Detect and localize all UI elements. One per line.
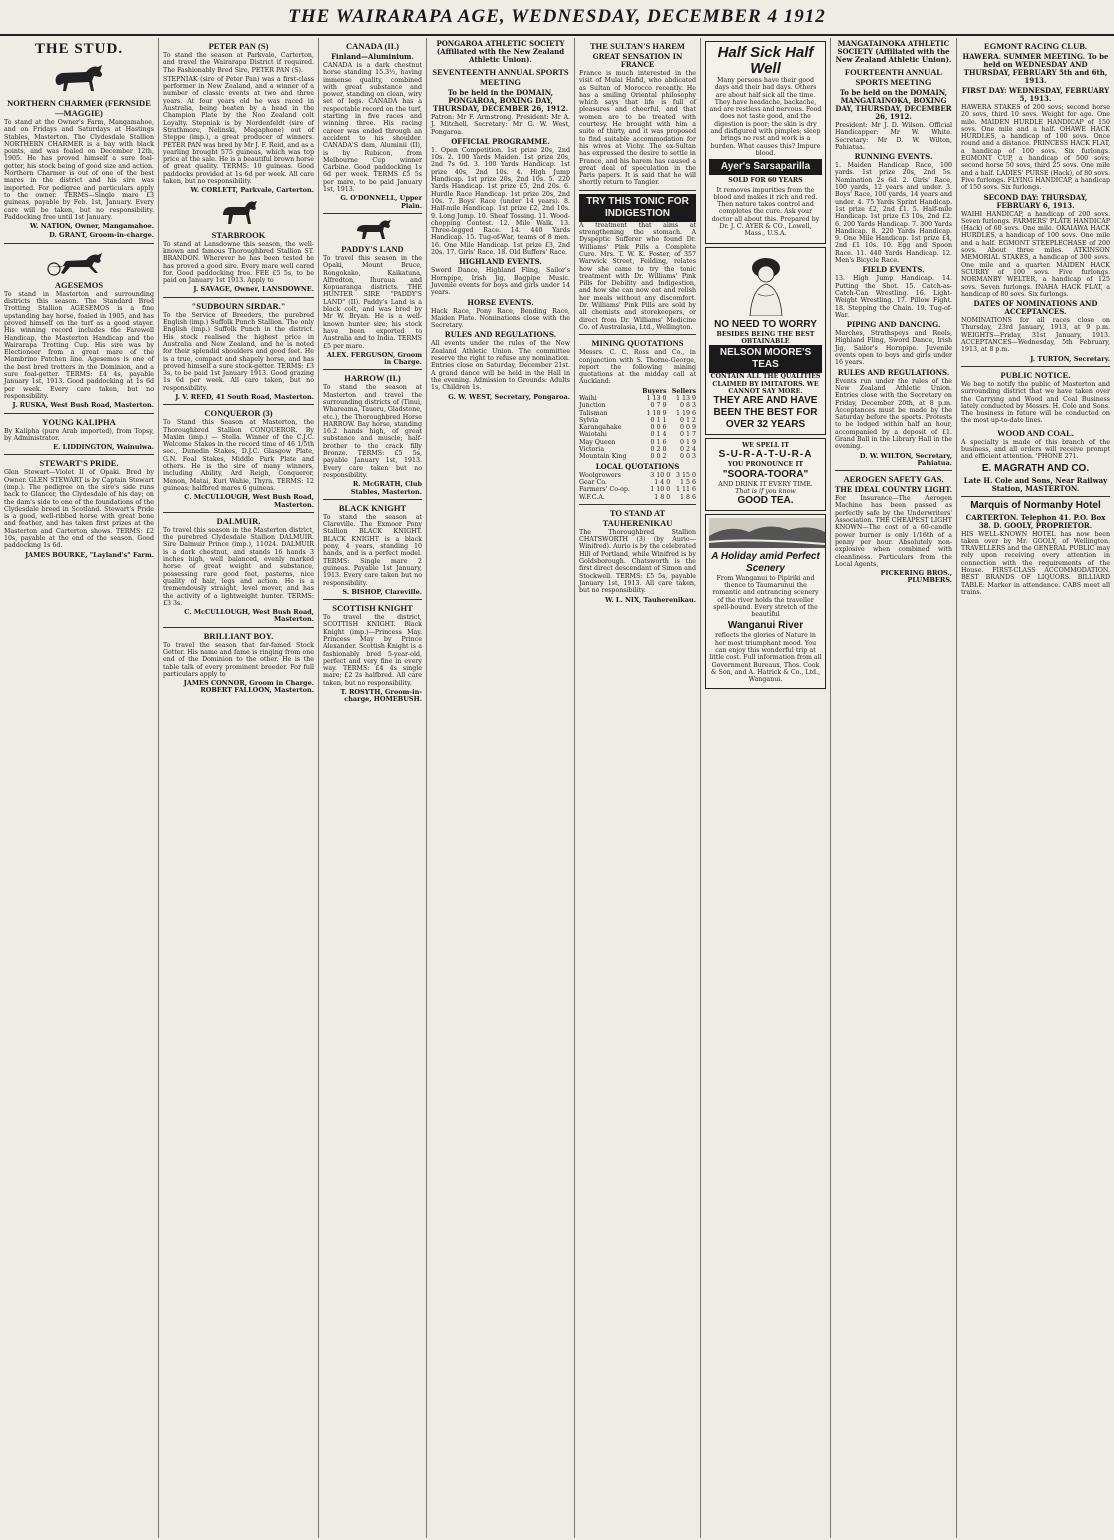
quotation-price: 0 1 1 bbox=[650, 416, 667, 424]
ad-sudbourn-sirdar-signature: J. V. REED, 41 South Road, Masterton. bbox=[175, 392, 314, 401]
ad-conqueror-title: CONQUEROR (3) bbox=[204, 408, 273, 419]
ad-harrow-title: HARROW (II.) bbox=[344, 373, 401, 384]
teas-line-1: BESIDES BEING THE BEST OBTAINABLE bbox=[716, 330, 815, 345]
quotation-price: 0 1 6 bbox=[650, 438, 667, 446]
quotation-row bbox=[579, 439, 696, 446]
mangatainoka-venue: To be held on the DOMAIN, MANGATAINOKA, BOXING DAY, THURSDAY, DECEMBER 26, 1912. bbox=[835, 88, 952, 121]
quotation-column-header: Buyers bbox=[642, 387, 667, 395]
egmont-dates-heading: DATES OF NOMINATIONS AND ACCEPTANCES. bbox=[973, 299, 1098, 317]
pongaroa-programme-heading: OFFICIAL PROGRAMME. bbox=[451, 136, 550, 146]
ad-stewarts-pride-body: Glen Stewart—Violet II of Opaki. Bred by Owner. GLEN STEWART is by Captain Stewart (imp.). The pedigree on the sire's side runs back to Glancer, the Clydesdale of his day; on the dam's side to one of the foundations of the Clydesdale breed in Scotland. Stewart's Pride is a good, well-ribbed horse with great bone and feather, and has taken first prizes at the Masterton and Carterton shows. TERMS: £2 10s, payable at the end of the season. Good paddocking 1s 6d. bbox=[4, 469, 154, 550]
suratura-line-2: YOU PRONOUNCE IT bbox=[727, 461, 804, 469]
mangatainoka-rules: Events run under the rules of the New Zealand Athletic Union. Entries close with the Secretary on Friday, December 20th, at 8 p.m. Acceptances must be made by the Saturday before the sports. Protests to be lodged within half an hour, accompanied by a deposit of £1. Grand Ball in the Library Hall in the evening. bbox=[835, 377, 952, 451]
horse-engraving bbox=[323, 217, 422, 241]
divider bbox=[323, 213, 422, 214]
quotation-price: 0 0 6 bbox=[650, 424, 667, 432]
normanby-hotel-body: HIS WELL-KNOWN HOTEL has now been taken over by Mr. GOOLY, of Wellington. TRAVELLERS and the GENERAL PUBLIC may rely upon receiving every attention in connection with the requirements of the House. FIRST-CLASS ACCOMMODATION. BEST BRANDS OF LIQUORS. BILLIARD TABLE: Marker in attendance. CABS meet all trains. bbox=[961, 530, 1110, 596]
ad-black-knight-body: To stand the season at Clareville. The Exmoor Pony Stallion BLACK KNIGHT. BLACK KNIGHT is a black pony, 4 years, standing 10 hands, and is a perfect model. TERMS: Single mare 2 guineas. Payable 1st January, 1913. Every care taken but no responsibility. bbox=[323, 513, 422, 587]
quotation-company: May Queen bbox=[579, 438, 616, 446]
divider bbox=[163, 404, 314, 405]
nelson-moores-teas-ad bbox=[705, 247, 826, 435]
ad-starbrook-title: STARBROOK bbox=[211, 229, 266, 240]
ad-dalmuir-signature: C. McCULLOUGH, West Bush Road, Masterton. bbox=[184, 608, 314, 624]
quotation-price: 0 1 9 bbox=[679, 438, 696, 446]
quotation-company: Waihi bbox=[579, 394, 597, 402]
ad-canada-signature: G. O'DONNELL, Upper Plain. bbox=[340, 194, 422, 210]
quotation-price: 0 8 3 bbox=[679, 402, 696, 410]
mangatainoka-piping: Marches, Strathspeys and Reels, Highland Fling, Sword Dance, Irish Jig, Sailor's Hornpipe. Juvenile events open to boys and girls under 16 years. bbox=[835, 330, 952, 367]
aerogen-gas-signature: PICKERING BROS., PLUMBERS. bbox=[880, 569, 952, 585]
article-sultans-harem-body: France is much interested in the visit of Mulai Hafid, who abdicated as Sultan of Morocco recently. He has a smiling Oriental philosophy which says that life is full of pleasures and cheerful, and that women are to be treated with courtesy. He brought with him a suite of thirty, and it was proposed to find suitable accommodation for his wives at Vichy. The ex-Sultan has expressed the desire to settle in France, and his harem has caused a great deal of speculation in the Paris papers. It is said that he will shortly return to Tangier. bbox=[579, 70, 696, 187]
ayers-small-print: It removes impurities from the blood and makes it rich and red. Then nature takes control and completes the cure. Ask your doctor all about this. Prepared by Dr. J. C. AYER & CO., Lowell, Mass., U.S.A. bbox=[711, 186, 820, 238]
aerogen-gas-title: AEROGEN SAFETY GAS. bbox=[843, 474, 944, 485]
quotation-row bbox=[579, 479, 696, 486]
teas-headline: NO NEED TO WORRY bbox=[714, 318, 817, 330]
public-notice-body: We beg to notify the public of Masterton and surrounding district that we have taken over the Carrying and Wood and Coal Business lately conducted by Messrs. H. Cole and Sons. The business in future will be conducted on the most up-to-date lines. bbox=[961, 380, 1110, 425]
column-racing-notices bbox=[956, 38, 1114, 1538]
quotation-row bbox=[579, 494, 696, 501]
teas-line-3: THEY ARE AND HAVE BEEN THE BEST FOR OVER 32 YEARS bbox=[713, 395, 818, 431]
wanganui-body: From Wanganui to Pipiriki and thence to Taumarunui the romantic and entrancing scenery of the river holds the traveller spell-bound. Every stretch of the beautiful bbox=[712, 574, 819, 619]
ad-agesemos-signature: J. RUSKA, West Bush Road, Masterton. bbox=[12, 401, 154, 410]
divider bbox=[4, 413, 154, 414]
pongaroa-highland-events: Sword Dance, Highland Fling, Sailor's Hornpipe, Irish Jig, Bagpipe Music. Juvenile events for boys and girls under 14 years. bbox=[431, 267, 570, 297]
quotation-row bbox=[579, 410, 696, 417]
divider bbox=[579, 504, 696, 505]
quotation-row bbox=[579, 424, 696, 431]
ayers-body: Many persons have their good days and their bad days. Others are about half sick all the time. They have headache, backache, and are restless and nervous. Food does not taste good, and the digestion is poor; the skin is dry and disfigured with pimples; sleep brings no rest and work is a burden. What causes this? Impure blood. bbox=[709, 77, 822, 157]
ayers-sarsaparilla-ad bbox=[705, 41, 826, 244]
tonic-ad-body: A treatment that aims at strengthening the stomach. A Dyspeptic Sufferer who found Dr. Williams' Pink Pills a Complete Cure. Mrs. T. W. K. Foster, of 357 Warwick Street, Feilding, relates how she came to try the tonic treatment with Dr. Williams' Pink Pills for Debility and Indigestion, and how she can now eat and relish her meals without any discomfort. Dr. Williams' Pink Pills are sold by all chemists and storekeepers, or direct from Dr. Williams' Medicine Co. of Australasia, Ltd., Wellington. bbox=[579, 221, 696, 331]
egmont-club-title: EGMONT RACING CLUB. bbox=[983, 41, 1088, 51]
egmont-signature: J. TURTON, Secretary. bbox=[1030, 354, 1110, 363]
quotation-row bbox=[579, 402, 696, 409]
ad-chatsworth-body: The Thoroughbred Stallion CHATSWORTH (3) (by Aurio—Winifred). Aurio is by the celebrated Hill of Portland, while Winifred is by Goldsborough. Chatsworth is the first direct descendant of Simon and Stockwell. TERMS: £5 5s, payable January 1st, 1913. All care taken, but no responsibility. bbox=[579, 528, 696, 595]
quotation-price: 1 8 6 bbox=[679, 493, 696, 501]
quotation-price: 0 0 3 bbox=[679, 453, 696, 461]
ad-scottish-knight-title: SCOTTISH KNIGHT bbox=[332, 603, 413, 614]
quotation-row bbox=[579, 453, 696, 460]
wanganui-headline: A Holiday amid Perfect Scenery bbox=[711, 550, 820, 574]
ad-brilliant-boy-body: To travel the season that far-famed Stock Getter. His name and fame is ringing from one end of the Dominion to the other. He is the table talk of every prominent breeder. For full particulars apply to bbox=[163, 641, 314, 678]
pongaroa-programme: 1. Open Competition. 1st prize 20s, 2nd 10s. 2. 100 Yards Maiden. 1st prize 20s, 2nd 7s 6d. 3. 100 Yards Handicap. 1st prize 40s, 2nd 10s. 4. High Jump Handicap. 1st prize 20s, 2nd 10s. 5. 220 Yards Handicap. 1st prize £5, 2nd 20s. 6. Hurdle Race Handicap. 1st prize 20s, 2nd 10s. 7. Boys' Race (under 14 years). 8. Half-mile Handicap. 1st prize £2, 2nd 10s. 9. Long Jump. 10. Sheaf Tossing. 11. Wood-chopping Contest. 12. Mile Walk. 13. Three-legged Race. 14. 440 Yards Handicap. 15. Tug-of-War, teams of 8 men. 16. One Mile Handicap. 1st prize £3, 2nd 20s. 17. Girls' Race. 18. Old Buffers' Race. bbox=[431, 146, 570, 257]
divider bbox=[163, 627, 314, 628]
ad-dalmuir-body: To travel this season in the Masterton district, the purebred Clydesdale Stallion DALMUIR. Sire Dalmuir Prince (imp.), 11024. DALMUIR is a dark chestnut, and stands 16 hands 3 inches high, well balanced, evenly marked horse of great weight and substance, possessing rare good feet, pasterns, nice quality of hair, legs and action. He is a tremendously straight, level mover, and has the activity of a lightweight hunter. TERMS: £3 3s. bbox=[163, 526, 314, 607]
quotation-row bbox=[579, 417, 696, 424]
ad-young-kalipha-signature: E. LIDDINGTON, Wainuiwa. bbox=[53, 443, 154, 452]
divider bbox=[579, 190, 696, 191]
quotation-row bbox=[579, 446, 696, 453]
mangatainoka-running-heading: RUNNING EVENTS. bbox=[854, 152, 933, 162]
ad-stewarts-pride-signature: JAMES BOURKE, "Layland's" Farm. bbox=[25, 550, 154, 559]
normanby-hotel-details: CARTERTON. Telephon 41. P.O. Box 38. D. GOOLY, PROPRIETOR. bbox=[965, 512, 1106, 530]
divider bbox=[323, 599, 422, 600]
ad-peter-pan-signature: W. CORLETT, Parkvale, Carterton. bbox=[190, 186, 314, 195]
mining-quotations-intro: Messrs. C. C. Ross and Co., in conjunction with S. Thorne-George, report the following mining quotations at the midday call at Auckland: bbox=[579, 349, 696, 386]
quotation-company: Junction bbox=[579, 402, 606, 410]
pongaroa-venue: To be held in the DOMAIN, PONGAROA, BOXING DAY, THURSDAY, DECEMBER 26, 1912. bbox=[432, 88, 569, 113]
quotation-company: Mountain King bbox=[579, 453, 627, 461]
egmont-day-1-heading: FIRST DAY: WEDNESDAY, FEBRUARY 5, 1913. bbox=[961, 86, 1110, 103]
local-quotations-heading: LOCAL QUOTATIONS bbox=[595, 461, 680, 471]
quotation-price: 0 1 4 bbox=[650, 431, 667, 439]
quotation-price: 0 2 0 bbox=[650, 446, 667, 454]
ad-paddys-land-title: PADDY'S LAND bbox=[341, 243, 404, 254]
column-mangatainoka-sports bbox=[830, 38, 956, 1538]
egmont-dates: NOMINATIONS for all races close on Thursday, 23rd January, 1913, at 9 p.m. WEIGHTS—Friday, 31st January, 1913. ACCEPTANCES—Wednesday, 5th February, 1913, at 8 p.m. bbox=[961, 317, 1110, 354]
mangatainoka-officers: President: Mr J. D. Wilson. Official Handicapper: Mr W. White. Secretary: Mr D. W. Wilton, Pahiatua. bbox=[835, 122, 952, 151]
magrath-firm-name: E. MAGRATH AND CO. bbox=[981, 462, 1090, 474]
divider bbox=[163, 512, 314, 513]
mining-quotations-table bbox=[579, 388, 696, 461]
masthead bbox=[0, 0, 1114, 36]
quotation-company: W.F.C.A. bbox=[579, 493, 605, 501]
suratura-line-3: AND DRINK IT EVERY TIME. bbox=[718, 480, 813, 488]
horse-engraving bbox=[4, 61, 154, 95]
pongaroa-rules: All events under the rules of the New Zealand Athletic Union. The committee reserve the right to refuse any nomination. Entries close on Saturday, December 21st. A grand dance will be held in the Hall in the evening. Admission to Grounds: Adults 1s, Children 1s. bbox=[431, 340, 570, 392]
pongaroa-signature: G. W. WEST, Secretary, Pongaroa. bbox=[448, 392, 570, 401]
quotation-price: 0 7 9 bbox=[650, 402, 667, 410]
divider bbox=[4, 243, 154, 244]
divider bbox=[961, 496, 1110, 497]
mangatainoka-rules-heading: RULES AND REGULATIONS. bbox=[837, 367, 950, 377]
pongaroa-rules-heading: RULES AND REGULATIONS. bbox=[444, 330, 557, 340]
quotation-company: Talisman bbox=[579, 409, 608, 417]
quotation-company: Woolgrowers bbox=[579, 471, 621, 479]
ad-harrow-signature: R. McGRATH, Club Stables, Masterton. bbox=[350, 480, 422, 496]
wanganui-details: reflects the glories of Nature in her most triumphant mood. You can enjoy this wonderful trip at little cost. Full information from all Government Bureaux, Thos. Cook & Son, and A. Hatrick & Co., Ltd., Wanganui. bbox=[709, 632, 822, 684]
suratura-brand: S-U-R-A-T-U-R-A bbox=[718, 449, 813, 461]
ad-peter-pan-title: PETER PAN (S) bbox=[208, 41, 269, 51]
ad-northern-charmer-title: NORTHERN CHARMER (FERNSIDE—MAGGIE) bbox=[7, 98, 151, 118]
teas-line-2: CONTAIN ALL THE QUALITIES CLAIMED BY IMITATORS. WE CANNOT SAY MORE. bbox=[710, 373, 821, 395]
wood-and-coal-body: A specialty is made of this branch of the business, and all orders will receive prompt and efficient attention. 'PHONE 271. bbox=[961, 438, 1110, 461]
column-display-ads bbox=[700, 38, 830, 1538]
pongaroa-officers: Patron: Mr F. Armstrong. President: Mr A. J. Mitchell. Secretary: Mr G. W. West, Pongaroa. bbox=[431, 114, 570, 136]
mangatainoka-field: 13. High Jump Handicap. 14. Putting the Shot. 15. Catch-as-Catch-Can Wrestling. 16. Light-Weight Wrestling. 17. Pillow Fight. 18. Stepping the Chain. 19. Tug-of-War. bbox=[835, 275, 952, 319]
quotation-price: 0 2 4 bbox=[679, 446, 696, 454]
quotation-price: 1 11 6 bbox=[675, 486, 696, 494]
column-pongaroa-sports bbox=[426, 38, 574, 1538]
quotation-row bbox=[579, 395, 696, 402]
quotation-price: 0 0 2 bbox=[650, 453, 667, 461]
quotation-company: Farmers' Co-op. bbox=[579, 486, 630, 494]
quotation-company: Gear Co. bbox=[579, 478, 608, 486]
ad-chatsworth-signature: W. L. NIX, Tauherenikau. bbox=[605, 595, 696, 604]
divider bbox=[163, 297, 314, 298]
column-stud-1 bbox=[0, 38, 158, 1538]
quotation-company: Sylvia bbox=[579, 416, 599, 424]
ad-agesemos-body: To stand in Masterton and surrounding districts this season. The Standard Bred Trotting Stallion AGESEMOS is a fine upstanding bay horse, foaled in 1905, and has proved himself on the turf as a good stayer. His winning record includes the Farewell Handicap, the Masterton Handicap and the Wairarapa Trotting Cup. His sire was by Electioneer from a great mare of the Mambrino Patchen line. Agesemos is one of the best bred trotters in the Dominion, and a sure foal-getter. TERMS: £4 4s, payable January 1st, 1913. Good paddocking at 1s 6d per week. Every care taken, but no responsibility. bbox=[4, 290, 154, 400]
ad-young-kalipha-title: YOUNG KALIPHA bbox=[42, 416, 116, 427]
public-notice-title: PUBLIC NOTICE. bbox=[1000, 369, 1071, 380]
suratura-pronunciation: "SOORA-TOORA" bbox=[722, 468, 809, 480]
quotation-row bbox=[579, 431, 696, 438]
trotter-engraving bbox=[4, 247, 154, 277]
tonic-ad-headline: TRY THIS TONIC FOR INDIGESTION bbox=[579, 194, 696, 222]
quotation-row bbox=[579, 486, 696, 493]
divider bbox=[835, 470, 952, 471]
pongaroa-horse-events: Hack Race, Pony Race, Bending Race, Maiden Plate. Nominations close with the Secretary. bbox=[431, 307, 570, 330]
wood-and-coal-title: WOOD AND COAL. bbox=[997, 427, 1074, 438]
section-heading-stud: THE STUD. bbox=[34, 41, 124, 57]
quotation-row bbox=[579, 472, 696, 479]
ad-paddys-land-body: To travel this season in the Opaki, Mount Bruce, Rongokako, Kaikatuna, Alfredton, Ihuraua and Kopuaranga districts. THE HUNTER SIRE "PADDY'S LAND" (II). Paddy's Land is a black colt, and was bred by Mr W. Bryan. He is a well-known hunter sire; his stock have been exported to Australia and to India. TERMS £5 per mare. bbox=[323, 254, 422, 350]
quotation-column-header: Sellers bbox=[671, 387, 696, 395]
divider bbox=[323, 369, 422, 370]
pongaroa-society: PONGAROA ATHLETIC SOCIETY (Affiliated with the New Zealand Athletic Union). bbox=[436, 39, 565, 64]
ad-canada-title: CANADA (II.) bbox=[346, 41, 399, 51]
quotation-price: 3 15 0 bbox=[675, 471, 696, 479]
mining-quotations-heading: MINING QUOTATIONS bbox=[591, 338, 684, 349]
quotation-company: Karangahake bbox=[579, 424, 622, 432]
local-quotations-table bbox=[579, 472, 696, 501]
wanganui-brand: Wanganui River bbox=[727, 620, 804, 632]
ad-starbrook-body: To stand at Lansdowne this season, the well-known and famous Thoroughbred Stallion ST. BRANDON. Wherever he has been tested he has proved a good sire. Every mare well cared for. Good paddocking free. FEE £5 5s, to be paid on January 1st 1913. Apply to bbox=[163, 240, 314, 285]
ad-sudbourn-sirdar-body: To the Service of Breeders, the purebred English (imp.) Suffolk Punch Stallion. The only English (imp.) Suffolk Punch in the district. His stock realised the highest price in Australia and New Zealand, and he is noted for their splendid shoulders and good feet. He is a true, compact and shapely horse, and has proved himself a sure stock-getter. TERMS: £3 3s, to be paid 1st January 1913. Good grazing 1s 6d per week. All care taken, but no responsibility. bbox=[163, 311, 314, 392]
divider bbox=[323, 499, 422, 500]
quotation-price: 1 8 0 bbox=[654, 493, 671, 501]
ad-peter-pan-body: STEPNIAK (sire of Peter Pan) was a first-class performer in New Zealand, and a winner of a number of classic events at two and three years. At four years old he was raced in Australia, being beaten by a head in the Champion Plate by the Noo Zealand colt Loyalty. Stepniak is by Nordenfeldt (sire of Strathmore, Nelinski, Megaphone) out of Steppe (imp.), a great producer of winners. PETER PAN was bred by Mr J. F. Reid, and as a yearling brought 575 guineas, which was top price at the sale. He is a beautiful brown horse of great quality. TERMS: 10 guineas. Good paddocks provided at 1s 6d per week. All care taken, but no responsibility. bbox=[163, 75, 314, 186]
suratura-tea-ad bbox=[705, 438, 826, 511]
ayers-tagline: SOLD FOR 60 YEARS bbox=[728, 177, 803, 185]
mangatainoka-signature: D. W. WILTON, Secretary, Pahiatua. bbox=[859, 451, 952, 467]
egmont-meeting: HAWERA. SUMMER MEETING. To be held on WEDNESDAY AND THURSDAY, FEBRUARY 5th and 6th, 1913. bbox=[962, 52, 1109, 85]
ad-harrow-body: To stand the season at Masterton and travel the surrounding districts of (Tinui, Whareama, Taueru, Gladstone, etc.), the Thoroughbred Horse HARROW. Bay horse, standing 16.2 hands high, of great substance and muscle; half-brother to the crack filly Bronze. TERMS: £5 5s, payable January 1st, 1913. Every care taken but no responsibility. bbox=[323, 384, 422, 479]
quotation-company: Victoria bbox=[579, 446, 605, 454]
egmont-day-2-races: WAIHI HANDICAP, a handicap of 200 sovs. Seven furlongs. FARMERS' PLATE HANDICAP (Hack) of 60 sovs. One mile. OKAIAWA HACK HURDLES, a handicap of 100 sovs. One mile and a half. EGMONT STEEPLECHASE of 200 sovs. About three miles. ATKINSON MEMORIAL STAKES, a handicap of 300 sovs. One mile and a quarter. MAIDEN HACK SCURRY of 100 sovs. Five furlongs. NORMANBY WELTER, a handicap of 125 sovs. Seven furlongs. INAHA HACK FLAT, a handicap of 80 sovs. Six furlongs. bbox=[961, 210, 1110, 298]
quotation-price: 1 5 6 bbox=[679, 478, 696, 486]
ad-brilliant-boy-signature: JAMES CONNOR, Groom in Charge. ROBERT FALLOON, Masterton. bbox=[183, 679, 314, 695]
quotation-price: 1 10 0 bbox=[650, 486, 671, 494]
ad-agesemos-title: AGESEMOS bbox=[54, 279, 104, 290]
quotation-price: 1 13 9 bbox=[675, 394, 696, 402]
ad-conqueror-body: To Stand this Season at Masterton, the Thoroughbred Stallion CONQUEROR. By Maxim (imp.) — Stella. Winner of the C.J.C. Welcome Stakes in the record time of 46 1/5th sec., Dunedin Stakes, D.J.C. Glasgow Plate, G.N. Foal Stakes, Middle Park Plate and others. He is the sire of many winners, including Ability, Ard Reigh, Conqueror, Menon, Matai, Kuri Wahie, Thyra. TERMS: 12 guineas; halfbred mares 6 guineas. bbox=[163, 419, 314, 492]
pongaroa-title: SEVENTEENTH ANNUAL SPORTS MEETING bbox=[432, 67, 569, 87]
normanby-hotel-title: Marquis of Normanby Hotel bbox=[970, 499, 1101, 511]
magrath-firm-address: Late H. Cole and Sons, Near Railway Station, MASTERTON. bbox=[963, 475, 1108, 493]
woman-illustration bbox=[736, 254, 796, 316]
quotation-price: 1 4 0 bbox=[654, 478, 671, 486]
ad-northern-charmer-groom: D. GRANT, Groom-in-charge. bbox=[49, 231, 154, 240]
ad-stewarts-pride-title: STEWART'S PRIDE. bbox=[39, 458, 119, 469]
article-sultans-harem-title: THE SULTAN'S HAREM bbox=[590, 41, 685, 51]
pongaroa-highland-heading: HIGHLAND EVENTS. bbox=[459, 257, 542, 267]
suratura-line-1: WE SPELL IT bbox=[742, 442, 789, 450]
ad-dalmuir-title: DALMUIR. bbox=[216, 515, 261, 526]
ad-peter-pan-intro: To stand the season at Parkvale, Carterton, and travel the Wairarapa District if required. The Fashionably Bred Sire, PETER PAN (S). bbox=[163, 52, 314, 74]
suratura-good-tea: GOOD TEA. bbox=[737, 495, 794, 507]
mangatainoka-piping-heading: PIPING AND DANCING. bbox=[846, 320, 941, 330]
column-stud-3 bbox=[318, 38, 426, 1538]
column-stud-2 bbox=[158, 38, 318, 1538]
aerogen-gas-subtitle: THE IDEAL COUNTRY LIGHT. bbox=[835, 485, 953, 495]
divider bbox=[579, 334, 696, 335]
divider bbox=[4, 454, 154, 455]
ad-starbrook-signature: J. SAVAGE, Owner, LANSDOWNE. bbox=[193, 285, 314, 294]
mangatainoka-running: 1. Maiden Handicap Race, 100 yards. 1st prize 20s, 2nd 5s. Nomination 2s 6d. 2. Girls' Race, 100 yards, 12 years and under. 3. Boys' Race, 100 yards, 14 years and under. 4. 75 Yards Sprint Handicap. 1st prize £2, 2nd £1. 5. Half-mile Handicap. 1st prize £3 10s, 2nd £2. 6. 200 Yards Handicap. 7. 300 Yards Handicap. 8. 220 Yards Handicap. 9. One Mile Handicap. 1st prize £4, 2nd £1 10s. 10. Egg and Spoon Race. 11. 440 Yards Handicap. 12. Men's Bicycle Race. bbox=[835, 162, 952, 265]
suratura-line-4: That is if you know bbox=[735, 488, 796, 496]
horse-engraving bbox=[163, 197, 314, 227]
mangatainoka-field-heading: FIELD EVENTS. bbox=[862, 265, 925, 275]
quotation-price: 1 18 9 bbox=[646, 409, 667, 417]
ayers-headline: Half Sick Half Well bbox=[717, 44, 814, 77]
ad-scottish-knight-body: To travel the district, SCOTTISH KNIGHT. Black Knight (imp.)—Princess May. Princess May by Prince Alexander. Scottish Knight is a fashionably bred 5-year-old, perfect and very fine in every way. TERMS: £4 4s single mare; £2 2s halfbred. All care taken, but no responsibility. bbox=[323, 614, 422, 687]
column-news bbox=[574, 38, 700, 1538]
quotation-price: 3 10 0 bbox=[650, 471, 671, 479]
ad-sudbourn-sirdar-title: "SUDBOURN SIRDAR." bbox=[191, 300, 286, 311]
ad-black-knight-title: BLACK KNIGHT bbox=[338, 502, 407, 513]
river-scenery-illustration bbox=[709, 518, 825, 548]
ad-scottish-knight-signature: T. ROSYTH, Groom-in-charge, HOMEBUSH. bbox=[340, 688, 422, 704]
quotation-price: 1 13 0 bbox=[646, 394, 667, 402]
quotation-price: 0 0 9 bbox=[679, 424, 696, 432]
masthead-title: THE WAIRARAPA AGE, WEDNESDAY, DECEMBER 4 1912 bbox=[288, 6, 826, 27]
ad-chatsworth-title: TO STAND AT TAUHERENIKAU bbox=[602, 507, 673, 528]
aerogen-gas-body: For Insurance—The Aerogen Machine has been passed as perfectly safe by the Underwriters' Association. THE CHEAPEST LIGHT KNOWN—The cost of a 60-candle power burner is only 1/16th of a penny per hour. Absolutely non-explosive when combined with cleanliness. Particulars from the Local Agents, bbox=[835, 495, 952, 568]
divider bbox=[961, 366, 1110, 367]
ad-canada-pedigree: Finland—Aluminium. bbox=[331, 52, 414, 61]
quotation-column-header bbox=[579, 388, 637, 395]
quotation-company: Waiotahi bbox=[579, 431, 607, 439]
ad-paddys-land-signature: ALEX. FERGUSON, Groom in Charge. bbox=[326, 350, 422, 367]
quotation-price: 0 1 2 bbox=[679, 416, 696, 424]
egmont-day-1-races: HAWERA STAKES of 200 sovs; second horse 20 sovs, third 10 sovs. Weight for age. One mile. MAIDEN HURDLE HANDICAP of 150 sovs. One mile and a half. OHAWE HACK HURDLES, a handicap of 100 sovs. Once round and a distance. PRINCESS HACK FLAT, a handicap of 100 sovs. Six furlongs. EGMONT CUP, a handicap of 500 sovs; second horse 50 sovs, third 25 sovs. One mile and a half. LADIES' PURSE (Hack), of 80 sovs. Five furlongs. FLYING HANDICAP, a handicap of 150 sovs. Six furlongs. bbox=[961, 104, 1110, 192]
teas-brand: NELSON MOORE'S TEAS bbox=[709, 345, 822, 373]
mangatainoka-title: FOURTEENTH ANNUAL SPORTS MEETING bbox=[844, 67, 943, 87]
ad-black-knight-signature: S. BISHOP, Clareville. bbox=[342, 587, 422, 596]
egmont-day-2-heading: SECOND DAY: THURSDAY, FEBRUARY 6, 1913. bbox=[983, 192, 1088, 210]
wanganui-river-ad bbox=[705, 514, 826, 689]
quotation-price: 1 19 6 bbox=[675, 409, 696, 417]
ad-conqueror-signature: C. McCULLOUGH, West Bush Road, Masterton. bbox=[184, 493, 314, 509]
ayers-brand: Ayer's Sarsaparilla bbox=[709, 159, 822, 175]
mangatainoka-society: MANGATAINOKA ATHLETIC SOCIETY (Affiliated with the New Zealand Athletic Union). bbox=[835, 39, 952, 64]
pongaroa-horse-heading: HORSE EVENTS. bbox=[467, 297, 534, 307]
ad-northern-charmer-signature: W. NATION, Owner, Mangamahoe. bbox=[29, 222, 154, 231]
ad-young-kalipha-body: By Kalipha (pure Arab imported), from Topsy, by Administrator. bbox=[4, 427, 154, 442]
article-sultans-harem-subtitle: GREAT SENSATION IN FRANCE bbox=[592, 52, 683, 69]
quotation-price: 0 1 7 bbox=[679, 431, 696, 439]
ad-northern-charmer-body: To stand at the Owner's Farm, Mangamahoe, and on Fridays and Saturdays at Hastings Stables, Masterton. The Clydesdale Stallion NORTHERN CHARMER is a bay with black points, and was foaled on December 12th, 1905. He has proved himself a sure foal-getter, his stock being of good size and action. Northern Charmer is out of one of the best mares in the district and his sire was imported. For pedigree and particulars apply to the owner. TERMS—Single mare £3 guineas, payable by Feb. 1st, January. Every care will be taken, but no responsibility. Paddocking free until 1st January. bbox=[4, 119, 154, 221]
ad-canada-body: CANADA is a dark chestnut horse standing 15.3½, having immense quality, combined with great substance and power, standing on clean, wiry set of legs. CANADA has a respectable record on the turf, starting in five races and winning three. His racing career was ended through an accident to his shoulder. CANADA'S dam, Aluminii (II), is by Rubicon, from Melbourne Cup winner Carbine. Good paddocking 1s 6d per week. TERMS £5 5s per mare, to be paid January 1st, 1913. bbox=[323, 62, 422, 194]
ad-brilliant-boy-title: BRILLIANT BOY. bbox=[203, 630, 274, 641]
